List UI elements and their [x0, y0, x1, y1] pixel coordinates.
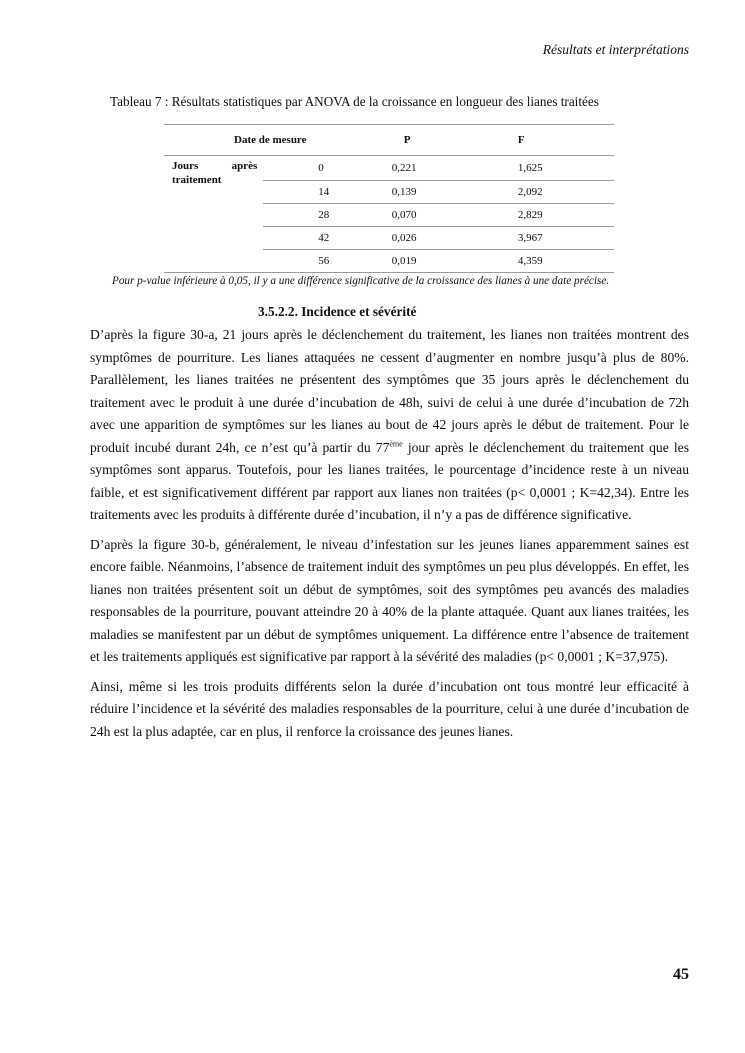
ordinal-superscript: ème [389, 438, 403, 448]
header-date-de-mesure: Date de mesure [164, 125, 392, 156]
cell-f: 1,625 [478, 156, 614, 181]
cell-p: 0,019 [392, 250, 478, 273]
cell-p: 0,221 [392, 156, 478, 181]
paragraph-conclusion: Ainsi, même si les trois produits différents selon la durée d’incubation ont tous montré leur efficacité à réduire l’incidence et la sévérité des maladies responsables de la pourriture, celui à une durée d’incubation de 24h est la plus adaptée, car en plus, il renforce la croissance des jeunes lianes. [90, 678, 689, 739]
table-footnote: Pour p-value inférieure à 0,05, il y a une différence significative de la croissance des lianes à une date précise. [112, 275, 610, 287]
cell-f: 4,359 [478, 250, 614, 273]
row-label-jours-apres-traitement [164, 156, 263, 273]
row-label-word-traitement: traitement [172, 174, 222, 186]
paragraph-incidence-part1: D’après la figure 30-a, 21 jours après le déclenchement du traitement, les lianes non traitées montrent des symptômes de pourriture. Les lianes attaquées ne cessent d’augmenter en nombre jusqu’à plus de 80%. Parallèlement, les lianes traitées ne présentent des symptômes que 35 jours après le déclenchement du traitement avec le produit à une durée d’incubation de 48h, suivi de celui à une durée d’incubation de 72h avec une apparition de symptômes sur les lianes au bout de 42 jours après le début de traitement. Pour le produit incubé durant 24h, ce n’est qu’à partir du 77 [90, 327, 689, 455]
cell-p: 0,139 [392, 181, 478, 204]
anova-table [164, 124, 614, 273]
paragraph-incidence-part2: jour après le déclenchement du traitement que les symptômes sont apparus. Toutefois, pour les lianes traitées, le pourcentage d’incidence reste à un niveau faible, et est significativement différent par rapport aux lianes non traitées (p< 0,0001 ; K=42,34). Entre les traitements avec les produits à différente durée d’incubation, il n’y a pas de différence significative. [90, 439, 689, 522]
cell-day: 56 [263, 250, 392, 273]
page-number: 45 [673, 966, 689, 983]
cell-p: 0,070 [392, 204, 478, 227]
row-label-word-apres: après [231, 160, 258, 172]
table-caption: Tableau 7 : Résultats statistiques par ANOVA de la croissance en longueur des lianes traitées [110, 94, 599, 109]
header-p: P [392, 125, 478, 156]
paragraph-incidence [90, 324, 689, 527]
cell-f: 2,829 [478, 204, 614, 227]
body-text [90, 324, 689, 750]
cell-day: 42 [263, 227, 392, 250]
table-row [164, 156, 614, 181]
paragraph-severity: D’après la figure 30-b, généralement, le niveau d’infestation sur les jeunes lianes apparemment saines est encore faible. Néanmoins, l’absence de traitement induit des symptômes un peu plus développés. En effet, les lianes non traitées présentent soit un début de symptômes, soit des symptômes peu avancés des maladies responsables de la pourriture, pouvant atteindre 20 à 40% de la plante attaquée. Quant aux lianes traitées, les maladies se manifestent par un début de symptômes uniquement. La différence entre l’absence de traitement et les traitements appliqués est significative par rapport à la sévérité des maladies (p< 0,0001 ; K=37,975). [90, 536, 689, 664]
table-header-row [164, 125, 614, 156]
cell-f: 2,092 [478, 181, 614, 204]
cell-day: 28 [263, 204, 392, 227]
section-heading: 3.5.2.2. Incidence et sévérité [258, 304, 417, 319]
cell-p: 0,026 [392, 227, 478, 250]
row-label-word-jours: Jours [172, 160, 199, 172]
header-f: F [478, 125, 614, 156]
cell-f: 3,967 [478, 227, 614, 250]
running-header: Résultats et interprétations [542, 42, 689, 57]
cell-day: 0 [263, 156, 392, 181]
cell-day: 14 [263, 181, 392, 204]
